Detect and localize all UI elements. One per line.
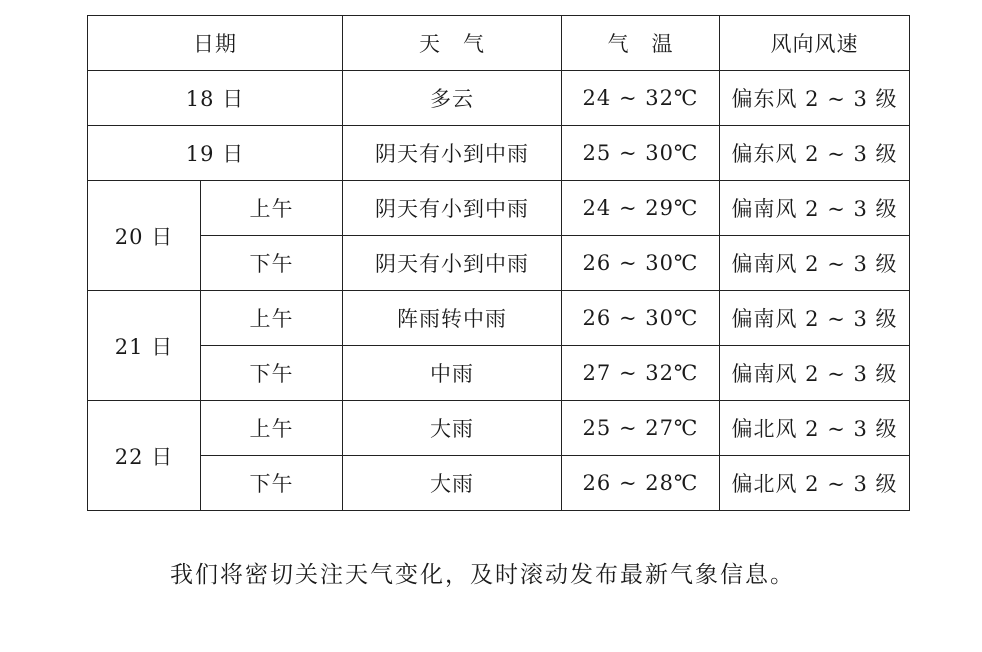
cell-weather: 阴天有小到中雨 — [343, 126, 562, 181]
header-weather: 天 气 — [343, 16, 562, 71]
cell-weather: 大雨 — [343, 401, 562, 456]
cell-temperature: 24 ~ 29℃ — [562, 181, 720, 236]
cell-period: 上午 — [201, 291, 343, 346]
cell-weather: 大雨 — [343, 456, 562, 511]
cell-period: 下午 — [201, 346, 343, 401]
cell-date: 20 日 — [88, 181, 201, 291]
table-row — [88, 291, 910, 346]
cell-date: 19 日 — [88, 126, 343, 181]
cell-wind: 偏东风 2 ~ 3 级 — [720, 126, 910, 181]
cell-temperature: 26 ~ 30℃ — [562, 236, 720, 291]
cell-weather: 阴天有小到中雨 — [343, 181, 562, 236]
footer-note: 我们将密切关注天气变化，及时滚动发布最新气象信息。 — [170, 562, 795, 588]
cell-weather: 阵雨转中雨 — [343, 291, 562, 346]
cell-wind: 偏南风 2 ~ 3 级 — [720, 291, 910, 346]
cell-temperature: 24 ~ 32℃ — [562, 71, 720, 126]
cell-temperature: 27 ~ 32℃ — [562, 346, 720, 401]
table-row — [88, 181, 910, 236]
cell-period: 上午 — [201, 401, 343, 456]
weather-forecast-table — [87, 15, 910, 511]
table-row — [88, 456, 910, 511]
header-temperature: 气 温 — [562, 16, 720, 71]
table-row — [88, 236, 910, 291]
table-row — [88, 401, 910, 456]
cell-wind: 偏南风 2 ~ 3 级 — [720, 181, 910, 236]
table-row — [88, 126, 910, 181]
cell-date: 22 日 — [88, 401, 201, 511]
cell-wind: 偏南风 2 ~ 3 级 — [720, 346, 910, 401]
cell-temperature: 25 ~ 30℃ — [562, 126, 720, 181]
cell-wind: 偏南风 2 ~ 3 级 — [720, 236, 910, 291]
cell-weather: 阴天有小到中雨 — [343, 236, 562, 291]
cell-temperature: 26 ~ 28℃ — [562, 456, 720, 511]
cell-period: 下午 — [201, 236, 343, 291]
cell-weather: 中雨 — [343, 346, 562, 401]
cell-temperature: 26 ~ 30℃ — [562, 291, 720, 346]
cell-period: 下午 — [201, 456, 343, 511]
cell-wind: 偏北风 2 ~ 3 级 — [720, 456, 910, 511]
cell-wind: 偏东风 2 ~ 3 级 — [720, 71, 910, 126]
table-row — [88, 346, 910, 401]
header-wind: 风向风速 — [720, 16, 910, 71]
table-row — [88, 71, 910, 126]
header-date: 日期 — [88, 16, 343, 71]
cell-period: 上午 — [201, 181, 343, 236]
table-header-row — [88, 16, 910, 71]
cell-weather: 多云 — [343, 71, 562, 126]
cell-wind: 偏北风 2 ~ 3 级 — [720, 401, 910, 456]
cell-date: 21 日 — [88, 291, 201, 401]
cell-temperature: 25 ~ 27℃ — [562, 401, 720, 456]
cell-date: 18 日 — [88, 71, 343, 126]
